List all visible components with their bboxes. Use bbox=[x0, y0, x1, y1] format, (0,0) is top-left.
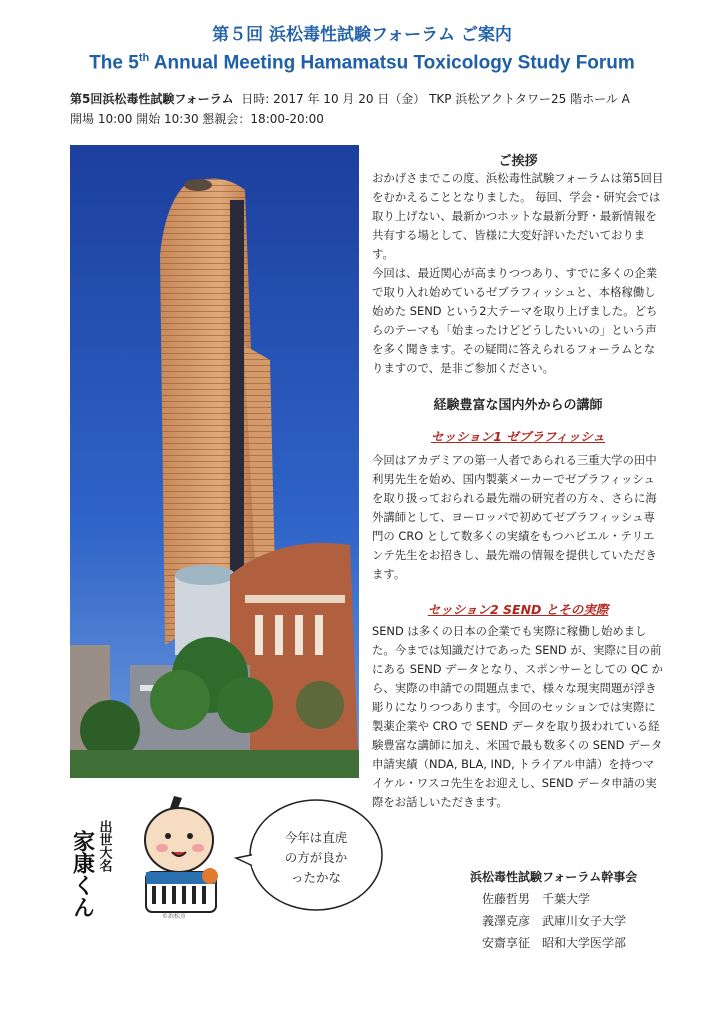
greeting-paragraph-1: おかげさまでこの度、浜松毒性試験フォーラムは第5回目をむかえることとなりました。 毎回、学会・研究会では取り上げない、最新かつホットな最新分野・最新情報を共有する場として、皆様に大変好評いただいております。 bbox=[372, 171, 664, 261]
title-english-pre: The 5 bbox=[89, 52, 139, 74]
committee-member: 佐藤哲男 千葉大学 bbox=[482, 892, 591, 906]
ieyasu-mascot bbox=[69, 790, 234, 920]
title-english-sup: th bbox=[138, 52, 150, 64]
text-column bbox=[372, 150, 664, 812]
speech-line-2: の方が良か bbox=[284, 850, 348, 865]
speech-bubble bbox=[236, 796, 386, 914]
session2-title: セッション2 SEND とその実際 bbox=[427, 602, 609, 617]
speech-line-1: 今年は直虎 bbox=[284, 830, 348, 845]
session1-title: セッション1 ゼブラフィッシュ bbox=[430, 429, 606, 444]
event-time: 開場 10:00 開始 10:30 懇親会：18:00-20:00 bbox=[70, 112, 324, 126]
mascot-copyright: ©浜松市 bbox=[162, 913, 187, 920]
session1-body: 今回はアカデミアの第一人者であられる三重大学の田中利男先生を始め、国内製薬メーカーでゼブラフィッシュを取り扱っておられる最先端の研究者の方々、さらに海外講師として、ヨーロッパで初めてゼブラフィッシュ専門の CRO として数多くの実績をもつハビエル・テリエンテ先生をお招きし、最先端の情報を提供していただきます。 bbox=[372, 453, 657, 581]
greeting-heading: ご挨拶 bbox=[498, 154, 538, 169]
title-japanese: 第５回 浜松毒性試験フォーラム ご案内 bbox=[212, 25, 512, 45]
svg-text:家康くん: 家康くん bbox=[69, 830, 95, 918]
speakers-heading: 経験豊富な国内外からの講師 bbox=[433, 398, 603, 413]
committee-member: 義澤克彦 武庫川女子大学 bbox=[482, 914, 627, 928]
committee-title: 浜松毒性試験フォーラム幹事会 bbox=[470, 870, 638, 884]
svg-text:出世大名: 出世大名 bbox=[96, 820, 112, 872]
organizing-committee bbox=[470, 866, 637, 954]
session2-body: SEND は多くの日本の企業でも実際に稼働し始めました。今までは知識だけであった SEND が、実際に目の前にある SEND データとなり、スポンサーとしての QC から、実際の申請での問題点まで、様々な現実問題が浮き彫りになりつつあります。今回のセッションでは実際に製薬企業や CRO で SEND データを取り扱われている経験豊富な講師に加え、米国で最も数多くの SEND データ申請実績（NDA, BLA, IND, トライアル申請）を持つマイケル・ワスコ先生をお迎えし、SEND データ申請の実際をお話しいただきます。 bbox=[372, 624, 663, 809]
title-english bbox=[0, 52, 724, 74]
event-info-line-1 bbox=[70, 90, 630, 107]
title-english-post: Annual Meeting Hamamatsu Toxicology Study Forum bbox=[149, 52, 635, 74]
forum-name: 第5回浜松毒性試験フォーラム bbox=[70, 92, 234, 106]
act-tower-photo bbox=[70, 145, 359, 778]
greeting-paragraph-2: 今回は、最近関心が高まりつつあり、すでに多くの企業で取り入れ始めているゼブラフィッシュと、本格稼働し始めた SEND という2大テーマを取り上げました。どちらのテーマも「始まったけどどうしたいいの」という声を多く聞きます。その疑問に答えられるフォーラムとなりますので、是非ご参加ください。 bbox=[372, 266, 658, 375]
event-date: 日時: 2017 年 10 月 20 日（金） TKP 浜松アクトタワー25 階ホール A bbox=[241, 92, 630, 106]
committee-member: 安齋享征 昭和大学医学部 bbox=[482, 936, 627, 950]
speech-line-3: ったかな bbox=[290, 870, 342, 885]
